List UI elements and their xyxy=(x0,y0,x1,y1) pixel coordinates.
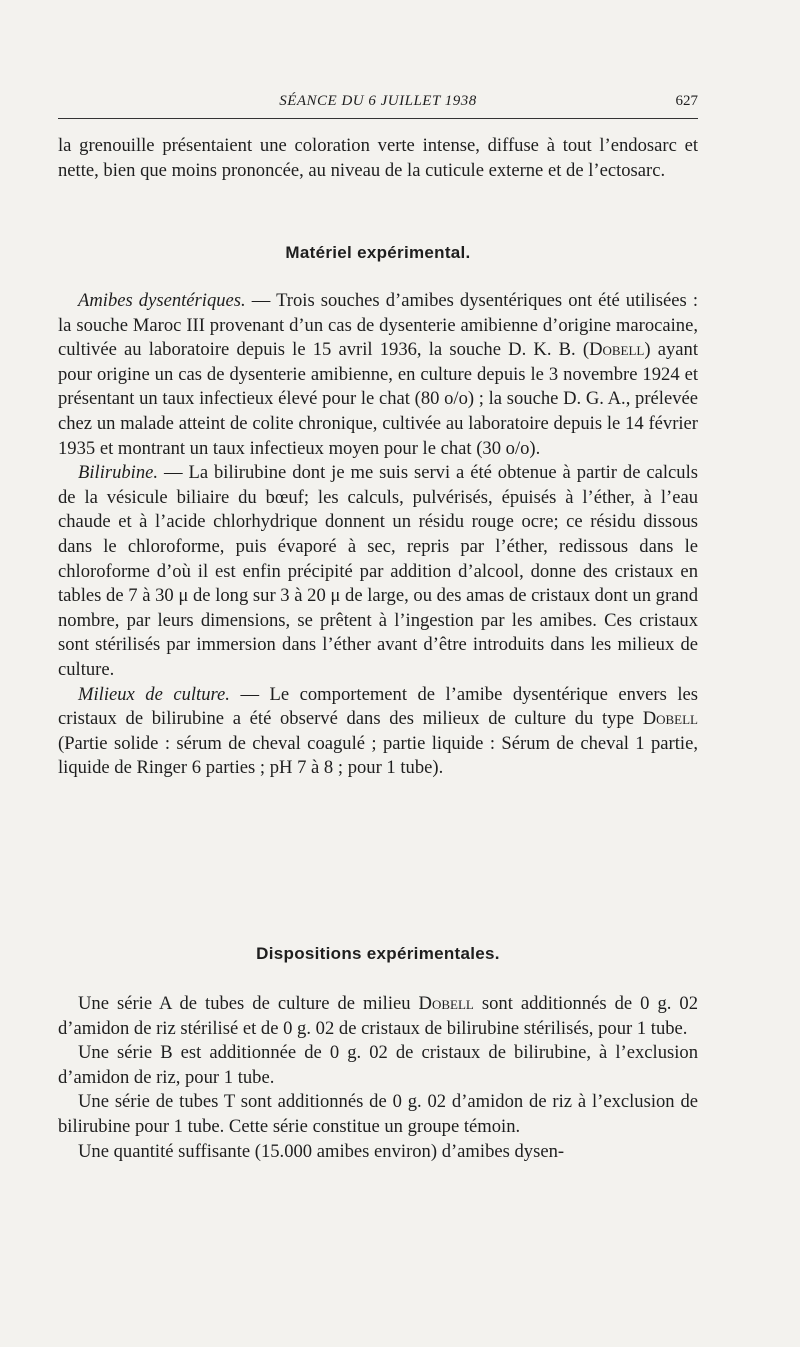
paragraph-text: — Le comportement de l’amibe dysentérique envers les cristaux de bilirubine a été observé dans des milieux de culture du type xyxy=(58,683,699,730)
section-heading-dispositions: Dispositions expérimentales. xyxy=(256,944,500,963)
paragraph-serie-b: Une série B est additionnée de 0 g. 02 de cristaux de bilirubine, à l’exclusion d’amidon de riz, pour 1 tube. xyxy=(58,1042,698,1088)
paragraph-amibes xyxy=(58,289,698,461)
paragraph-text: sont additionnés de 0 g. 02 d’amidon de riz stérilisé et de 0 g. 02 de cristaux de bilirubine stérilisés, pour 1 tube. xyxy=(58,993,698,1039)
paragraph-serie-a xyxy=(58,992,698,1041)
materiel-section xyxy=(58,289,698,781)
author-name: Dobell xyxy=(418,993,474,1014)
paragraph-text: Une série A de tubes de culture de milieu xyxy=(78,993,419,1014)
author-name: Dobell xyxy=(589,339,645,361)
paragraph-milieux xyxy=(58,683,698,781)
paragraph: la grenouille présentaient une coloration verte intense, diffuse à tout l’endosarc et nette, bien que moins prononcée, au niveau de la cuticule externe et de l’ectosarc. xyxy=(58,135,698,181)
paragraph-lead: Bilirubine. xyxy=(78,462,159,484)
paragraph-text: — La bilirubine dont je me suis servi a été obtenue à partir de calculs de la vésicule biliaire du bœuf; les calculs, pulvérisés, épuisés à l’éther, à l’eau chaude et à l’acide chlorhydrique donnent un résidu rouge ocre; ce résidu dissous dans le chloroforme, puis évaporé à sec, repris par l’éther, redissous dans le chloroforme d’où il est enfin précipité par addition d’alcool, donne des cristaux en tables de 7 à 30 μ de long sur 3 à 20 μ de large, ou des amas de cristaux dont un grand nombre, par leurs dimensions, se prêtent à l’ingestion par les amibes. Ces cristaux sont stérilisés par immersion dans l’éther avant d’être introduits dans les milieux de culture. xyxy=(58,462,698,680)
paragraph-serie-t: Une série de tubes T sont additionnés de 0 g. 02 d’amidon de riz à l’exclusion de bilirubine pour 1 tube. Cette série constitue un groupe témoin. xyxy=(58,1091,698,1137)
paragraph-text: ) ayant pour origine un cas de dysenterie amibienne, en culture depuis le 3 novembre 1924 et présentant un taux infectieux élevé pour le chat (80 o/o) ; la souche D. G. A., prélevée chez un malade atteint de colite chronique, cultivée au laboratoire depuis le 14 février 1935 et montrant un taux infectieux moyen pour le chat (30 o/o). xyxy=(58,339,699,459)
paragraph-quantite: Une quantité suffisante (15.000 amibes environ) d’amibes dysen- xyxy=(78,1140,565,1162)
header-rule xyxy=(58,118,698,119)
dispositions-section xyxy=(58,992,698,1164)
paragraph-bilirubine xyxy=(58,461,698,682)
paragraph-lead: Milieux de culture. xyxy=(78,683,230,705)
section-heading-materiel: Matériel expérimental. xyxy=(285,243,471,262)
paragraph-text: (Partie solide : sérum de cheval coagulé ; partie liquide : Sérum de cheval 1 partie, liquide de Ringer 6 parties ; pH 7 à 8 ; pour 1 tube). xyxy=(58,732,698,779)
opening-paragraph-block xyxy=(58,134,698,183)
page-number: 627 xyxy=(675,93,698,109)
author-name: Dobell xyxy=(642,708,698,730)
running-title: SÉANCE DU 6 JUILLET 1938 xyxy=(279,93,477,109)
paragraph-text: — Trois souches d’amibes dysentériques ont été utilisées : la souche Maroc III provenant d’un cas de dysenterie amibienne d’origine marocaine, cultivée au laboratoire depuis le 15 avril 1936, la souche D. K. B. ( xyxy=(58,290,698,361)
running-head xyxy=(58,90,698,114)
paragraph-lead: Amibes dysentériques. xyxy=(78,290,246,311)
